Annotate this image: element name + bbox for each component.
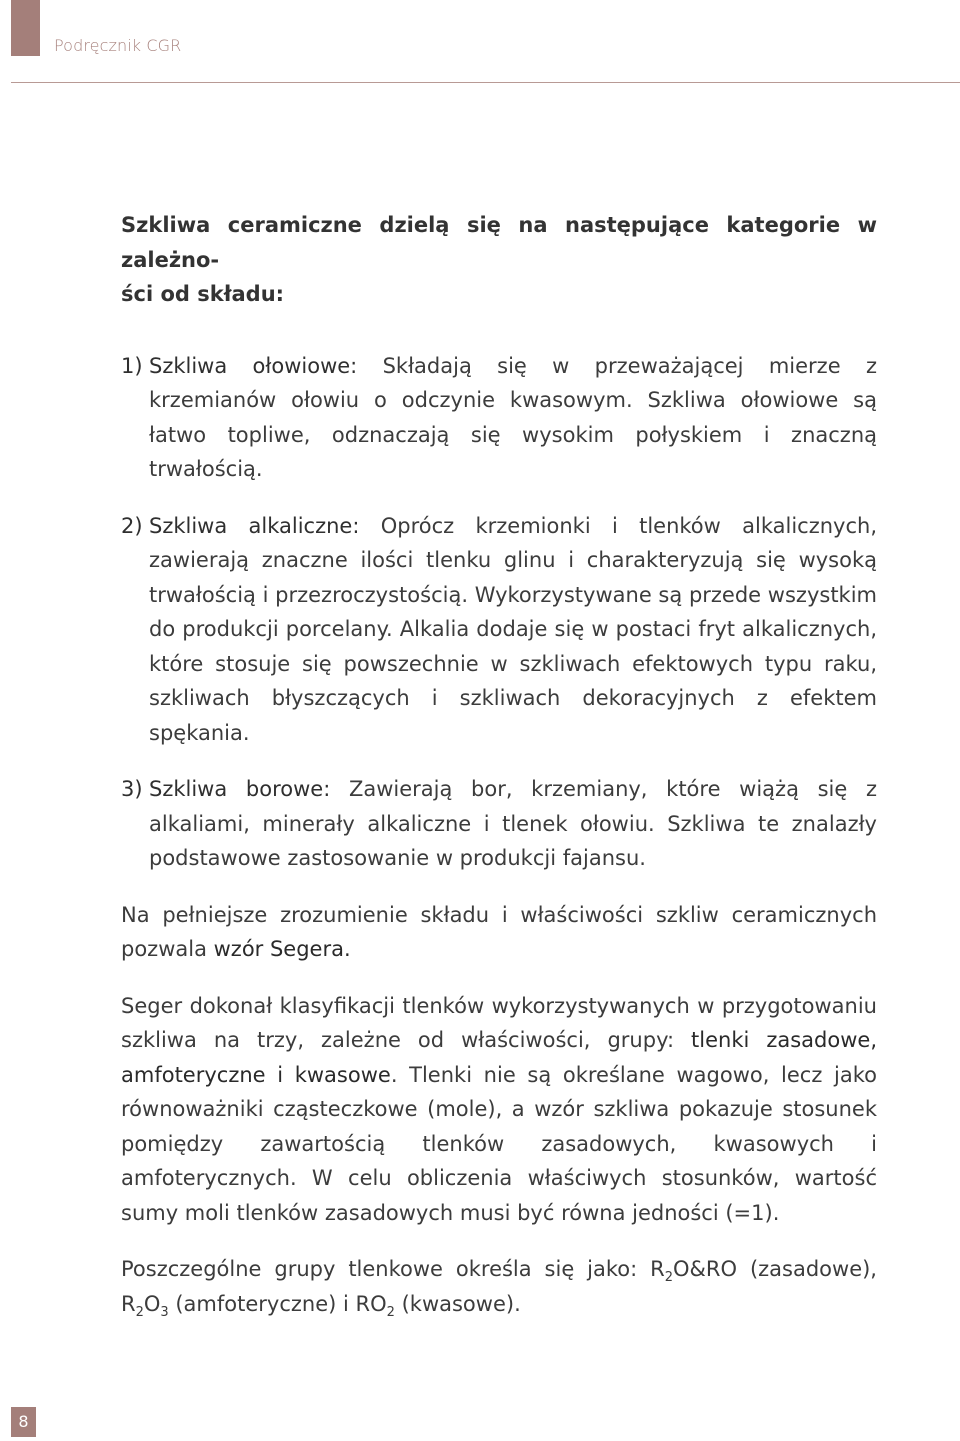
paragraph-seger-intro xyxy=(121,898,877,967)
list-item-text: Oprócz krzemionki i tlenków alkalicznych, zawierają znaczne ilości tlenku glinu i charakteryzują się wysoką trwałością i przezroczystością. Wykorzystywane są przede wszystkim do produkcji porcelany. Alkalia dodaje się w postaci fryt alkalicznych, które stosuje się powszechnie w szkliwach efektowych typu raku, szkliwach błyszczących i szkliwach dekoracyjnych z efektem spękania. xyxy=(149,513,877,745)
formula-part: O&RO xyxy=(673,1257,738,1281)
list-item-term: Szkliwa borowe: xyxy=(149,777,331,801)
formula-subscript: 2 xyxy=(135,1304,144,1320)
list-item-number: 3) xyxy=(121,777,143,801)
formula-acidic xyxy=(355,1291,395,1320)
paragraph-text: Poszczególne grupy tlenkowe określa się jako: xyxy=(121,1257,651,1281)
paragraph-seger-classification xyxy=(121,989,877,1231)
list-item-borate-glazes xyxy=(121,772,877,876)
formula-subscript: 3 xyxy=(160,1304,169,1320)
seger-formula-term: wzór Segera. xyxy=(213,937,351,961)
oxide-groups-term: tlenki zasadowe, amfoteryczne i kwasowe xyxy=(121,1028,877,1087)
paragraph-oxide-groups xyxy=(121,1252,877,1321)
formula-subscript: 2 xyxy=(386,1304,395,1320)
formula-amphoteric xyxy=(121,1291,169,1320)
list-item-text: Zawierają bor, krzemiany, które wiążą się z alkaliami, minerały alkaliczne i tlenek ołowiu. Szkliwa te znalazły podstawowe zastosowanie w produkcji fajansu. xyxy=(149,777,877,870)
formula-label: (kwasowe). xyxy=(394,1291,521,1316)
list-item-alkaline-glazes xyxy=(121,509,877,751)
formula-subscript: 2 xyxy=(664,1270,673,1285)
formula-part: R xyxy=(121,1291,136,1316)
formula-basic xyxy=(650,1257,738,1285)
formula-part: R xyxy=(650,1257,665,1281)
formula-label: (amfoteryczne) i xyxy=(168,1291,356,1316)
list-item-text: Składają się w przeważającej mierze z krzemianów ołowiu o odczynie kwasowym. Szkliwa ołowiowe są łatwo topliwe, odznaczają się wysokim połyskiem i znaczną trwałością. xyxy=(149,353,877,481)
section-heading-line-1: Szkliwa ceramiczne dzielą się na następujące kategorie w zależno- xyxy=(121,213,877,272)
formula-label: (zasadowe), xyxy=(737,1257,877,1281)
page-number: 8 xyxy=(11,1407,36,1437)
section-heading xyxy=(121,208,877,312)
header-accent-bar xyxy=(11,0,40,56)
list-item-number: 1) xyxy=(121,353,143,378)
formula-part: O xyxy=(143,1291,161,1316)
paragraph-text: Seger dokonał klasyfikacji tlenków wykorzystywanych w przygotowaniu szkliwa na trzy, zależne od właściwości, grupy: xyxy=(121,993,877,1052)
list-item-term: Szkliwa ołowiowe: xyxy=(149,353,358,378)
header-divider xyxy=(11,82,960,83)
page-content xyxy=(121,208,877,1321)
formula-part: RO xyxy=(355,1291,387,1316)
list-item-term: Szkliwa alkaliczne: xyxy=(149,513,360,538)
section-heading-line-2: ści od składu: xyxy=(121,282,285,306)
running-header-title: Podręcznik CGR xyxy=(54,36,182,55)
list-item-lead-glazes xyxy=(121,349,877,487)
paragraph-text: . Tlenki nie są określane wagowo, lecz jako równoważniki cząsteczkowe (mole), a wzór szkliwa pokazuje stosunek pomiędzy zawartością tlenków zasadowych, kwasowych i amfoterycznych. W celu obliczenia właściwych stosunków, wartość sumy moli tlenków zasadowych musi być równa jedności (=1). xyxy=(121,1062,877,1225)
paragraph-text: Na pełniejsze zrozumienie składu i właściwości szkliw ceramicznych pozwala xyxy=(121,902,877,961)
list-item-number: 2) xyxy=(121,513,143,538)
